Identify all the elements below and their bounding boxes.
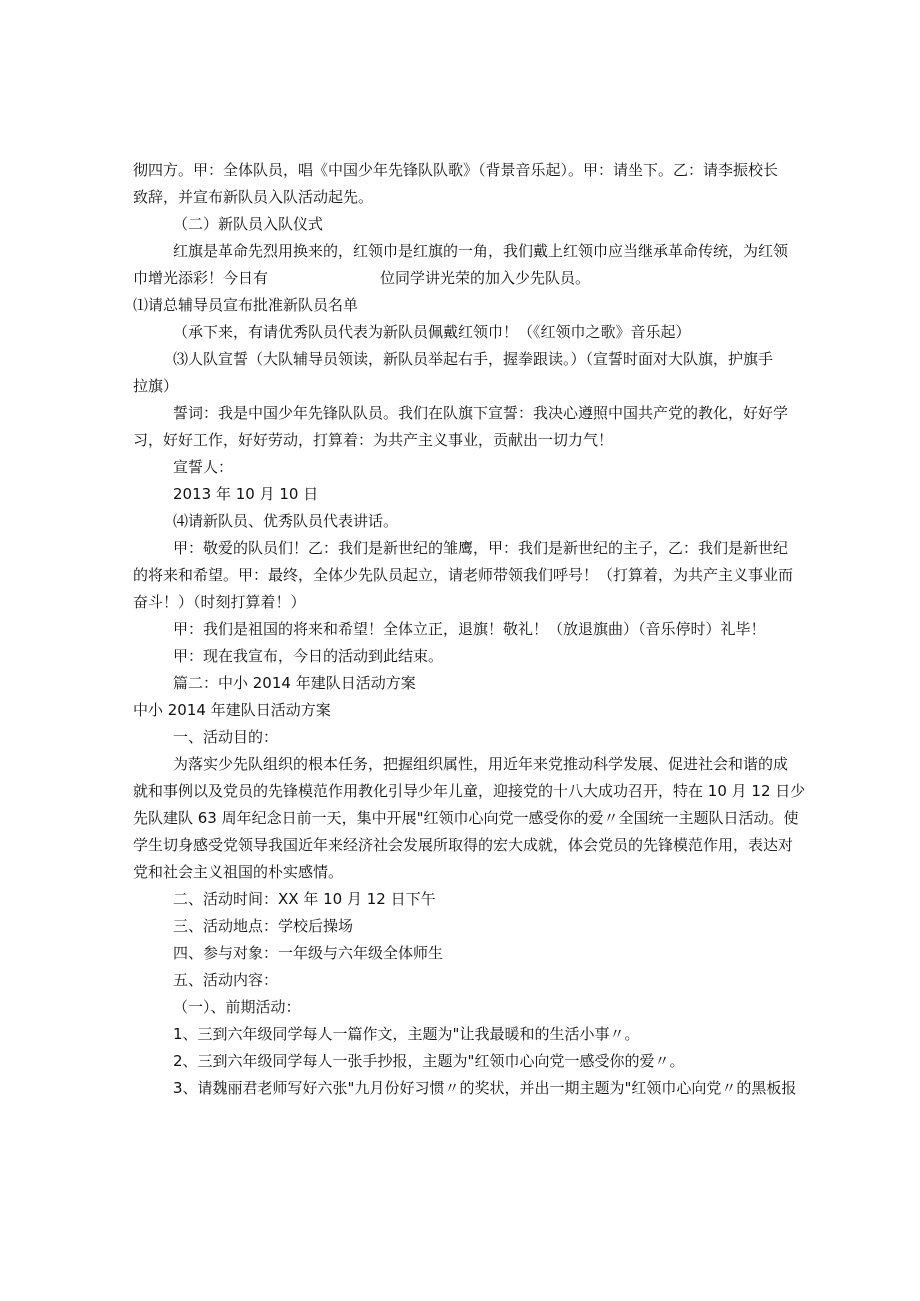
text-line: ⑷请新队员、优秀队员代表讲话。 [173,512,399,530]
text-line: 党和社会主义祖国的朴实感情。 [133,863,344,881]
text-line: （承下来，有请优秀队员代表为新队员佩戴红领巾！（《红领巾之歌》音乐起） [173,323,691,341]
subsection-heading: （一）、前期活动： [173,998,301,1016]
text-line: 红旗是革命先烈用换来的，红领巾是红旗的一角，我们戴上红领巾应当继承革命传统，为红领 [173,242,789,260]
date-line: 2013 年 10 月 10 日 [173,485,319,503]
section-heading: 四、参与对象：一年级与六年级全体师生 [173,944,444,962]
section-heading: 二、活动时间：XX 年 10 月 12 日下午 [173,890,436,908]
document-title: 中小 2014 年建队日活动方案 [133,701,331,719]
section-heading: 篇二：中小 2014 年建队日活动方案 [173,674,416,692]
text-line: ⑴请总辅导员宣布批准新队员名单 [133,296,359,314]
section-heading: 三、活动地点：学校后操场 [173,917,354,935]
text-line: 就和事例以及党员的先锋模范作用教化引导少年儿童，迎接党的十八大成功召开，特在 10 月 12 日少 [133,782,806,800]
text-line: 甲：敬爱的队员们！乙：我们是新世纪的雏鹰，甲：我们是新世纪的主子，乙：我们是新世纪 [173,539,789,557]
list-item: 2、三到六年级同学每人一张手抄报，主题为"红领巾心向党一感受你的爱〃。 [173,1052,685,1070]
text-line: 甲：我们是祖国的将来和希望！全体立正，退旗！敬礼！（放退旗曲）（音乐停时）礼毕！ [173,620,766,638]
list-item: 3、请魏丽君老师写好六张"九月份好习惯〃的奖状，并出一期主题为"红领巾心向党〃的黑板报 [173,1079,797,1097]
document-body [133,157,806,1102]
section-heading: 五、活动内容： [173,971,279,989]
text-line: 奋斗！）（时刻打算着！） [133,593,306,611]
text-line: 为落实少先队组织的根本任务，把握组织属性，用近年来党推动科学发展、促进社会和谐的成 [173,755,789,773]
text-line [133,265,793,292]
text-line: 甲：现在我宣布，今日的活动到此结束。 [173,647,444,665]
text-line: 的将来和希望。甲：最终，全体少先队员起立，请老师带领我们呼号！（打算着，为共产主义事业而 [133,566,794,584]
section-heading: （二）新队员入队仪式 [173,215,324,233]
text-line: 彻四方。甲：全体队员，唱《中国少年先锋队队歌》（背景音乐起）。甲：请坐下。乙：请李振校长 [133,161,779,179]
text-fragment: 位同学讲光荣的加入少先队员。 [380,269,591,287]
text-line: 学生切身感受党领导我国近年来经济社会发展所取得的宏大成就，体会党员的先锋模范作用，表达对 [133,836,794,854]
text-line: 习，好好工作，好好劳动，打算着：为共产主义事业，贡献出一切力气！ [133,431,614,449]
text-line: 拉旗） [133,377,179,395]
text-line: 先队建队 63 周年纪念日前一天，集中开展"红领巾心向党一感受你的爱〃全国统一主题队日活动。使 [133,809,799,827]
section-heading: 一、活动目的： [173,728,279,746]
text-line: 致辞，并宣布新队员入队活动起先。 [133,188,374,206]
text-line: 宣誓人： [173,458,234,476]
text-line: 誓词：我是中国少年先锋队队员。我们在队旗下宣誓：我决心遵照中国共产党的教化，好好学 [173,404,789,422]
text-fragment: 巾增光添彩！今日有 [133,269,269,287]
list-item: 1、三到六年级同学每人一篇作文，主题为"让我最暖和的生活小事〃。 [173,1025,640,1043]
text-line: ⑶人队宣誓（大队辅导员领读，新队员举起右手，握拳跟读。）（宣誓时面对大队旗，护旗手 [173,350,774,368]
